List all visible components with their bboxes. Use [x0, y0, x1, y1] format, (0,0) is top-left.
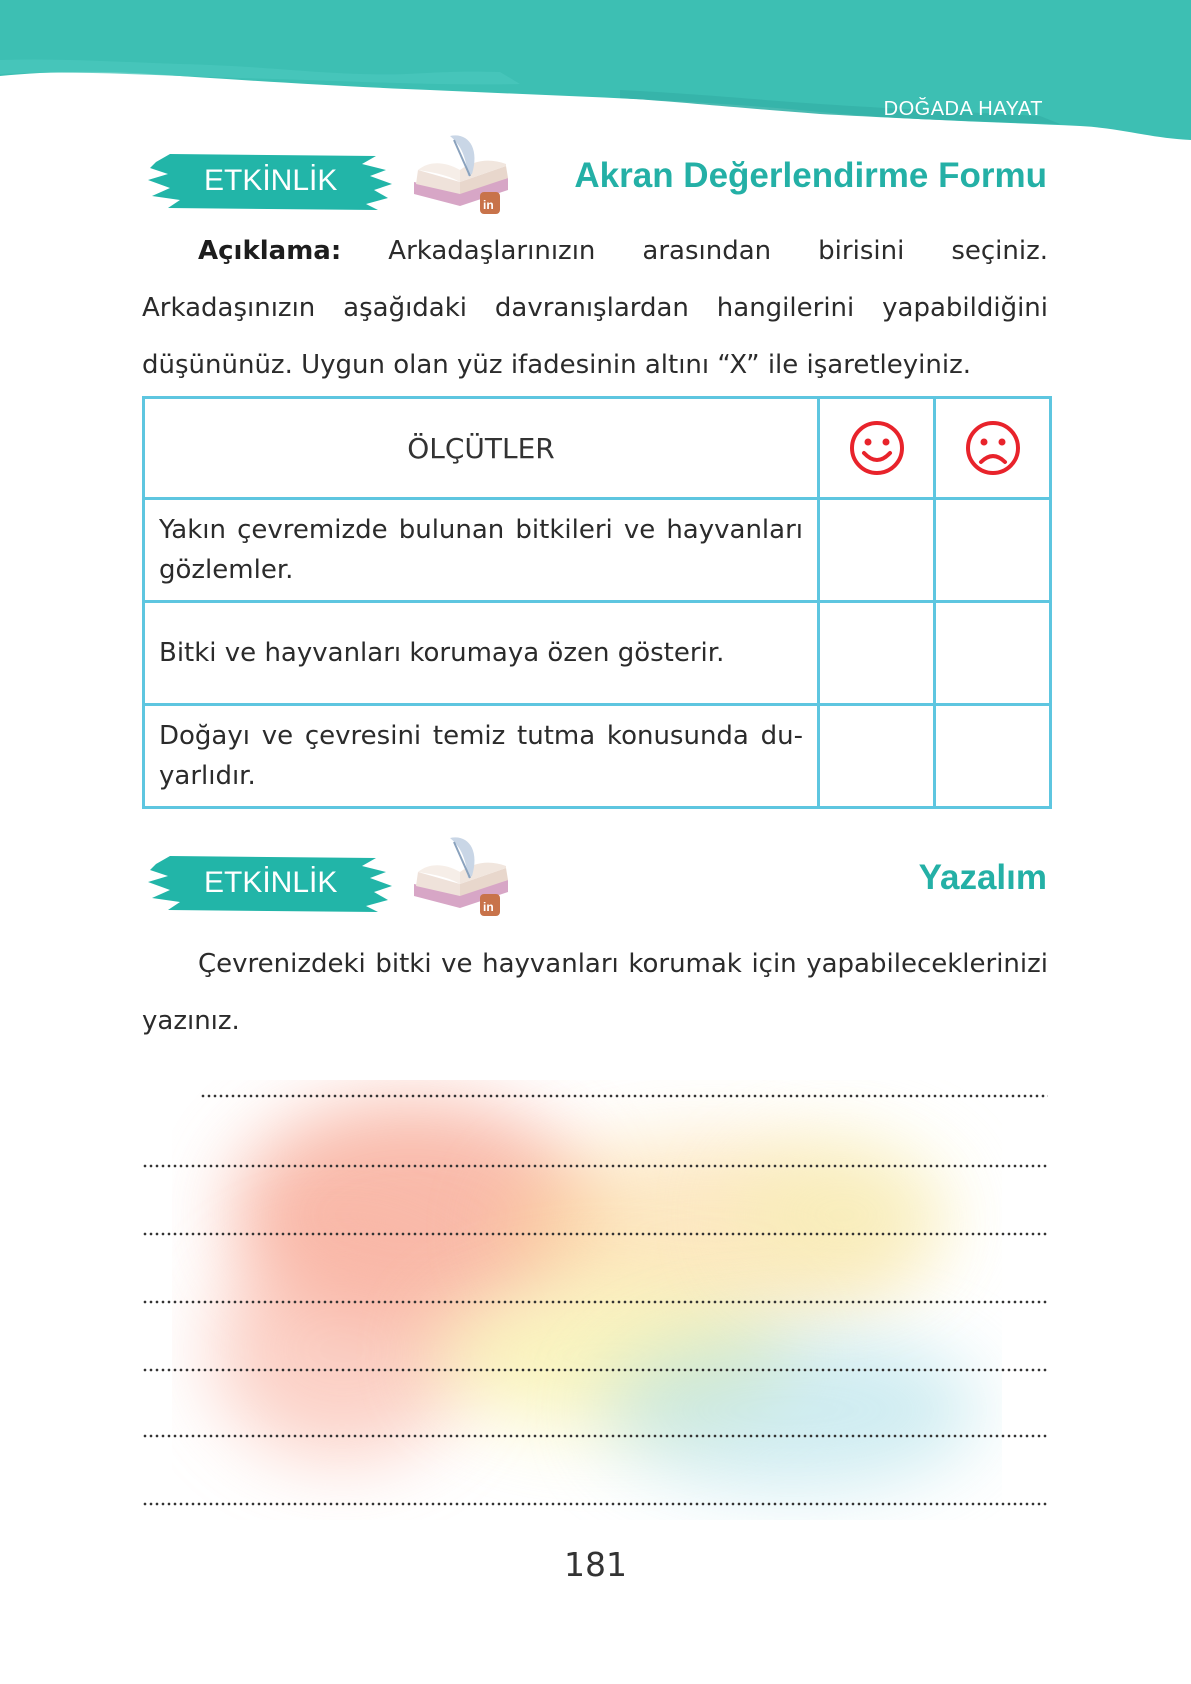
writing-line[interactable]: [142, 1368, 1048, 1372]
book-quill-icon: [410, 832, 514, 922]
activity1-title: Akran Değerlendirme Formu: [574, 156, 1047, 195]
happy-mark-cell[interactable]: [819, 705, 935, 808]
table-row: [144, 499, 1051, 602]
happy-mark-cell[interactable]: [819, 602, 935, 705]
writing-line[interactable]: [200, 1094, 1048, 1098]
instructions-paragraph: [142, 223, 1048, 394]
page-number: 181: [564, 1545, 627, 1584]
writing-area: [142, 1080, 1048, 1520]
sad-column-header: [935, 398, 1051, 499]
table-row: [144, 705, 1051, 808]
activity-badge: [148, 852, 393, 914]
happy-column-header: [819, 398, 935, 499]
book-quill-icon: [410, 130, 514, 220]
writing-line[interactable]: [142, 1164, 1048, 1168]
writing-line[interactable]: [142, 1232, 1048, 1236]
sad-mark-cell[interactable]: [935, 499, 1051, 602]
sad-mark-cell[interactable]: [935, 602, 1051, 705]
criterion-cell: Yakın çevremizde bulunan bitkileri ve hayvanları gözlemler.: [144, 499, 819, 602]
writing-line[interactable]: [142, 1300, 1048, 1304]
writing-line[interactable]: [142, 1502, 1048, 1506]
activity2-title: Yazalım: [918, 858, 1047, 897]
happy-mark-cell[interactable]: [819, 499, 935, 602]
instructions-text: Arkadaşlarınızın arasından birisini seçiniz. Arkadaşınızın aşağıdaki davranışlardan hangilerini yapabildiğini düşününüz. Uygun olan yüz ifadesinin altını “X” ile işaretleyiniz.: [142, 236, 1048, 380]
sad-mark-cell[interactable]: [935, 705, 1051, 808]
svg-text:in: in: [483, 900, 494, 914]
svg-text:in: in: [483, 198, 494, 212]
header-band: [0, 0, 1191, 160]
criteria-header: ÖLÇÜTLER: [144, 398, 819, 499]
table-row: [144, 602, 1051, 705]
criterion-cell: Doğayı ve çevresini temiz tutma konusunda du-yarlıdır.: [144, 705, 819, 808]
criteria-table: [142, 396, 1052, 809]
section-label: DOĞADA HAYAT: [883, 98, 1043, 120]
writing-prompt: Çevrenizdeki bitki ve hayvanları korumak için yapabileceklerinizi yazınız.: [142, 949, 1048, 1036]
writing-line[interactable]: [142, 1434, 1048, 1438]
criterion-cell: Bitki ve hayvanları korumaya özen gösterir.: [144, 602, 819, 705]
table-header-row: [144, 398, 1051, 499]
activity-badge: [148, 150, 393, 212]
sad-face-icon: [964, 419, 1022, 477]
activity-badge-label: ETKİNLİK: [204, 866, 338, 899]
activity-badge-label: ETKİNLİK: [204, 164, 338, 197]
instructions-label: Açıklama:: [198, 236, 342, 266]
smiley-face-icon: [848, 419, 906, 477]
